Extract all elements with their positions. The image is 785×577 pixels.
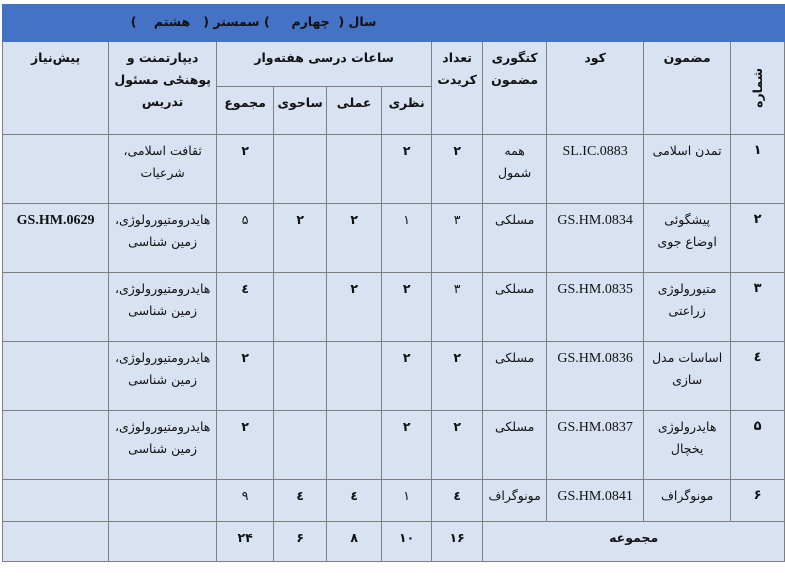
header-category: کتگوری مضمون — [483, 42, 547, 135]
semester-value: هشتم — [153, 14, 191, 29]
row-code: GS.HM.0841 — [547, 480, 644, 522]
row-theory: ۱ — [382, 480, 432, 522]
header-row-1 — [3, 42, 785, 87]
row-credits: ۲ — [432, 411, 483, 480]
row-subject: پیشگوئی اوضاع جوی — [644, 204, 731, 273]
row-department: هایدرومتیورولوژی، زمین شناسی — [109, 273, 217, 342]
table-row — [3, 273, 785, 342]
row-practical — [327, 411, 382, 480]
row-code: GS.HM.0834 — [547, 204, 644, 273]
row-prerequisite — [3, 135, 109, 204]
header-theory: نظری — [382, 87, 432, 135]
row-practical: ٤ — [327, 480, 382, 522]
header-practical: عملی — [327, 87, 382, 135]
row-prerequisite — [3, 342, 109, 411]
row-category: مسلکی — [483, 342, 547, 411]
row-subject: تمدن اسلامی — [644, 135, 731, 204]
totals-field: ۶ — [274, 522, 327, 562]
row-subject: اساسات مدل سازی — [644, 342, 731, 411]
row-total: ۲ — [217, 342, 274, 411]
table-row — [3, 204, 785, 273]
row-department: ثقافت اسلامی، شرعیات — [109, 135, 217, 204]
row-department — [109, 480, 217, 522]
row-prerequisite — [3, 411, 109, 480]
row-number: ۲ — [731, 204, 785, 273]
row-practical — [327, 342, 382, 411]
row-prerequisite — [3, 273, 109, 342]
header-department: دیپارتمنت و پوهنځی مسئول تدریس — [109, 42, 217, 135]
row-category: همه شمول — [483, 135, 547, 204]
row-category: مسلکی — [483, 204, 547, 273]
row-total: ٤ — [217, 273, 274, 342]
row-theory: ۲ — [382, 411, 432, 480]
header-number: شماره — [731, 42, 785, 135]
row-total: ۲ — [217, 135, 274, 204]
year-value: چهارم — [291, 14, 330, 29]
row-field — [274, 135, 327, 204]
header-subject: مضمون — [644, 42, 731, 135]
row-credits: ۲ — [432, 135, 483, 204]
row-number: ۳ — [731, 273, 785, 342]
totals-theory: ۱۰ — [382, 522, 432, 562]
row-credits: ۳ — [432, 204, 483, 273]
row-code: GS.HM.0835 — [547, 273, 644, 342]
row-prerequisite: GS.HM.0629 — [3, 204, 109, 273]
row-credits: ٤ — [432, 480, 483, 522]
row-total: ۹ — [217, 480, 274, 522]
row-credits: ۳ — [432, 273, 483, 342]
row-field — [274, 273, 327, 342]
row-practical — [327, 135, 382, 204]
row-field — [274, 342, 327, 411]
row-department: هایدرومتیورولوژی، زمین شناسی — [109, 342, 217, 411]
table-title — [3, 5, 785, 42]
row-theory: ۲ — [382, 342, 432, 411]
row-category: مسلکی — [483, 411, 547, 480]
row-department: هایدرومتیورولوژی، زمین شناسی — [109, 411, 217, 480]
row-total: ۲ — [217, 411, 274, 480]
row-prerequisite — [3, 480, 109, 522]
totals-practical: ۸ — [327, 522, 382, 562]
row-category: مسلکی — [483, 273, 547, 342]
totals-prerequisite-empty — [3, 522, 109, 562]
title-row — [3, 5, 785, 42]
row-theory: ۲ — [382, 273, 432, 342]
row-subject: هایدرولوژی یخچال — [644, 411, 731, 480]
row-subject: مونوگراف — [644, 480, 731, 522]
row-number: ۵ — [731, 411, 785, 480]
row-practical: ۲ — [327, 273, 382, 342]
row-code: GS.HM.0837 — [547, 411, 644, 480]
row-number: ٤ — [731, 342, 785, 411]
row-field — [274, 411, 327, 480]
header-credits: تعداد کریدت — [432, 42, 483, 135]
row-code: SL.IC.0883 — [547, 135, 644, 204]
header-total: مجموع — [217, 87, 274, 135]
row-field: ٤ — [274, 480, 327, 522]
table-row — [3, 411, 785, 480]
totals-credits: ۱۶ — [432, 522, 483, 562]
row-credits: ۲ — [432, 342, 483, 411]
year-label: سال ( — [338, 14, 377, 29]
row-subject: متیورولوژی زراعتی — [644, 273, 731, 342]
row-number: ۶ — [731, 480, 785, 522]
row-practical: ۲ — [327, 204, 382, 273]
row-code: GS.HM.0836 — [547, 342, 644, 411]
totals-label: مجموعه — [483, 522, 785, 562]
row-department: هایدرومتیورولوژی، زمین شناسی — [109, 204, 217, 273]
row-field: ۲ — [274, 204, 327, 273]
row-theory: ۲ — [382, 135, 432, 204]
table-row — [3, 342, 785, 411]
header-field: ساحوی — [274, 87, 327, 135]
row-theory: ۱ — [382, 204, 432, 273]
totals-department-empty — [109, 522, 217, 562]
row-category: مونوگراف — [483, 480, 547, 522]
curriculum-table — [2, 4, 785, 562]
header-weekly-hours: ساعات درسی هفته‌وار — [217, 42, 432, 87]
row-number: ۱ — [731, 135, 785, 204]
title-close-paren: ) — [130, 14, 137, 29]
semester-label: ) سمستر ( — [203, 14, 270, 29]
totals-total: ۲۴ — [217, 522, 274, 562]
table-row — [3, 480, 785, 522]
header-code: کود — [547, 42, 644, 135]
header-prerequisite: پیش‌نیاز — [3, 42, 109, 135]
row-total: ۵ — [217, 204, 274, 273]
totals-row — [3, 522, 785, 562]
table-row — [3, 135, 785, 204]
